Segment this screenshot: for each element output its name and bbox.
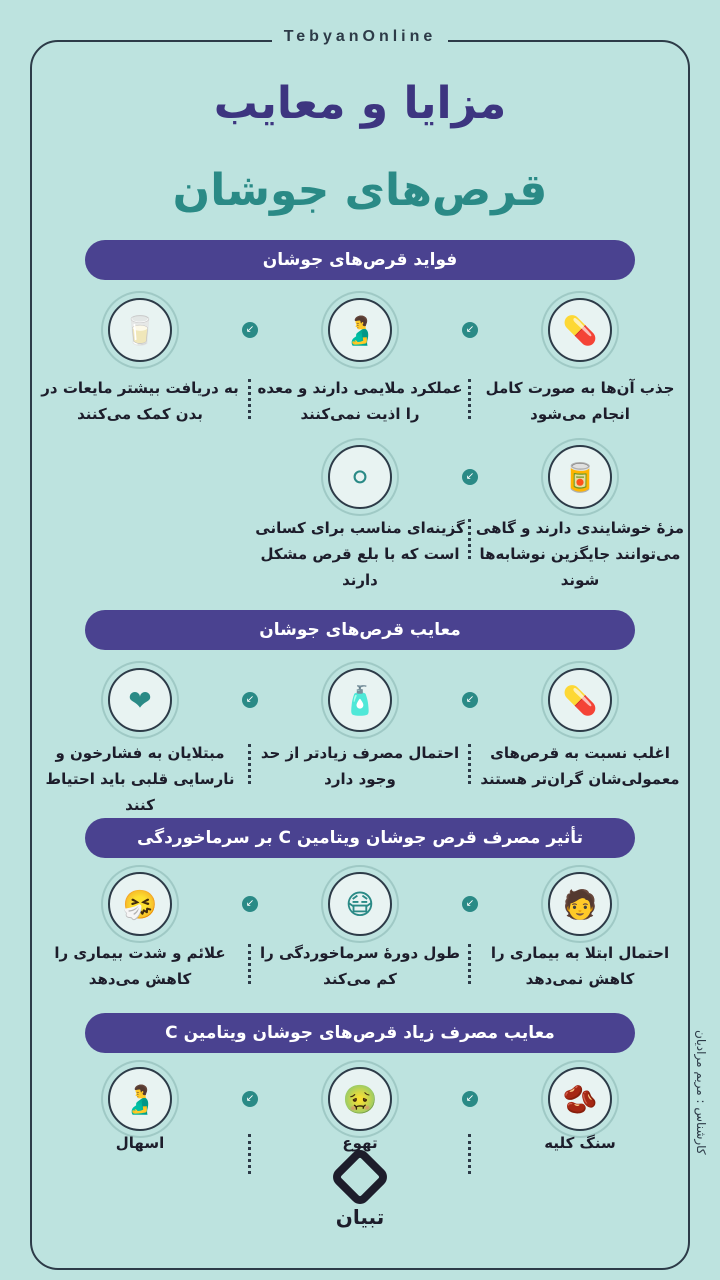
dotted-divider xyxy=(468,944,472,984)
arrow-icon: ↙ xyxy=(242,896,258,912)
section-banner: تأثیر مصرف قرص جوشان ویتامین C بر سرماخوردگی xyxy=(85,818,635,858)
item-text: احتمال ابتلا به بیماری را کاهش نمی‌دهد xyxy=(490,944,670,988)
medicine-bottle-icon: 🧴 xyxy=(328,668,392,732)
mask-icon: 😷 xyxy=(328,872,392,936)
brand: TebyanOnline xyxy=(0,28,720,46)
coughing-icon: 🤧 xyxy=(108,872,172,936)
item-text: مزهٔ خوشایندی دارند و گاهی می‌توانند جایگزین نوشابه‌ها شوند xyxy=(475,519,685,589)
dotted-divider xyxy=(248,944,252,984)
effervescent-tablet-icon: ⚪ xyxy=(328,445,392,509)
arrow-icon: ↙ xyxy=(242,692,258,708)
item-text: اغلب نسبت به قرص‌های معمولی‌شان گران‌تر هستند xyxy=(480,744,680,788)
arrow-icon: ↙ xyxy=(462,469,478,485)
pills-icon: 💊 xyxy=(548,668,612,732)
item-text: سنگ کلیه xyxy=(544,1134,616,1152)
title-line-2: قرص‌های جوشان xyxy=(172,165,548,216)
section-banner: معایب قرص‌های جوشان xyxy=(85,610,635,650)
dotted-divider xyxy=(248,1134,252,1174)
arrow-icon: ↙ xyxy=(242,1091,258,1107)
kidney-icon: 🫘 xyxy=(548,1067,612,1131)
can-drink-icon: 🥫 xyxy=(548,445,612,509)
item-text: اسهال xyxy=(115,1134,165,1152)
arrow-icon: ↙ xyxy=(462,1091,478,1107)
patient-iv-icon: 🧑 xyxy=(548,872,612,936)
item-text: احتمال مصرف زیادتر از حد وجود دارد xyxy=(260,744,460,788)
stomach-icon: 🫃 xyxy=(328,298,392,362)
section-banner: معایب مصرف زیاد قرص‌های جوشان ویتامین C xyxy=(85,1013,635,1053)
dotted-divider xyxy=(468,379,472,419)
item-text: جذب آن‌ها به صورت کامل انجام می‌شود xyxy=(485,379,675,423)
heart-icon: ❤ xyxy=(108,668,172,732)
credit: کارشناس : مریم مرادیان xyxy=(694,1030,708,1155)
item-text: گزینه‌ای مناسب برای کسانی است که با بلع قرص مشکل دارند xyxy=(255,519,465,589)
arrow-icon: ↙ xyxy=(462,896,478,912)
title-line-1: مزایا و معایب xyxy=(213,78,507,129)
nausea-icon: 🤢 xyxy=(328,1067,392,1131)
arrow-icon: ↙ xyxy=(242,322,258,338)
item-text: تهوع xyxy=(342,1134,378,1152)
item-text: طول دورهٔ سرماخوردگی را کم می‌کند xyxy=(260,944,460,988)
dotted-divider xyxy=(468,1134,472,1174)
dotted-divider xyxy=(468,744,472,784)
item-text: علائم و شدت بیماری را کاهش می‌دهد xyxy=(54,944,226,988)
intestine-icon: 🫃 xyxy=(108,1067,172,1131)
water-glass-icon: 🥛 xyxy=(108,298,172,362)
arrow-icon: ↙ xyxy=(462,692,478,708)
item-text: عملکرد ملایمی دارند و معده را اذیت نمی‌کنند xyxy=(257,379,463,423)
tebyan-logo: تبیان xyxy=(325,1155,395,1229)
capsule-icon: 💊 xyxy=(548,298,612,362)
dotted-divider xyxy=(248,379,252,419)
section-banner: فواید قرص‌های جوشان xyxy=(85,240,635,280)
dotted-divider xyxy=(248,744,252,784)
item-text: مبتلایان به فشارخون و نارسایی قلبی باید احتیاط کنند xyxy=(45,744,235,814)
item-text: به دریافت بیشتر مایعات در بدن کمک می‌کنند xyxy=(41,379,239,423)
dotted-divider xyxy=(468,519,472,559)
arrow-icon: ↙ xyxy=(462,322,478,338)
